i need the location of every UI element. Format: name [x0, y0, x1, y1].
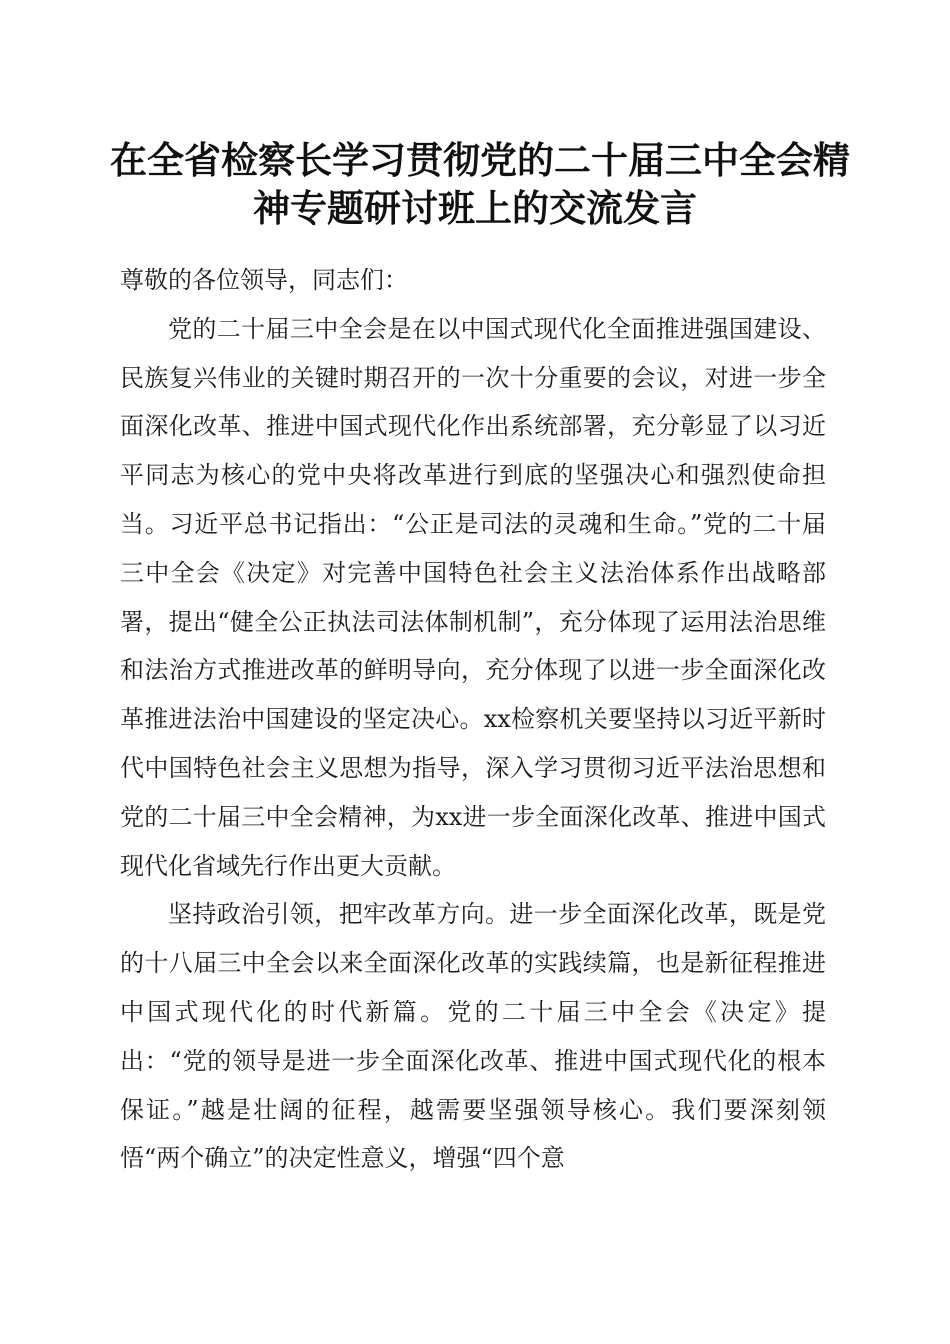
- paragraph-1: 党的二十届三中全会是在以中国式现代化全面推进强国建设、民族复兴伟业的关键时期召开的一次十分重要的会议，对进一步全面深化改革、推进中国式现代化作出系统部署，充分彰显了以习近平同志为核心的党中央将改革进行到底的坚强决心和强烈使命担当。习近平总书记指出：“公正是司法的灵魂和生命。”党的二十届三中全会《决定》对完善中国特色社会主义法治体系作出战略部署，提出“健全公正执法司法体制机制”，充分体现了运用法治思维和法治方式推进改革的鲜明导向，充分体现了以进一步全面深化改革推进法治中国建设的坚定决心。xx检察机关要坚持以习近平新时代中国特色社会主义思想为指导，深入学习贯彻习近平法治思想和党的二十届三中全会精神，为xx进一步全面深化改革、推进中国式现代化省域先行作出更大贡献。: [120, 314, 826, 880]
- salutation: 尊敬的各位领导，同志们：: [120, 266, 408, 294]
- title-line-2: 神专题研讨班上的交流发言: [253, 186, 697, 230]
- document-title: [110, 136, 850, 232]
- paragraph-2: 坚持政治引领，把牢改革方向。进一步全面深化改革，既是党的十八届三中全会以来全面深化改革的实践续篇，也是新征程推进中国式现代化的时代新篇。党的二十届三中全会《决定》提出：“党的领导是进一步全面深化改革、推进中国式现代化的根本保证。”越是壮阔的征程，越需要坚强领导核心。我们要深刻领悟“两个确立”的决定性意义，增强“四个意: [120, 900, 826, 1173]
- title-line-1: 在全省检察长学习贯彻党的二十届三中全会精: [110, 138, 850, 182]
- document-body: [120, 256, 826, 1183]
